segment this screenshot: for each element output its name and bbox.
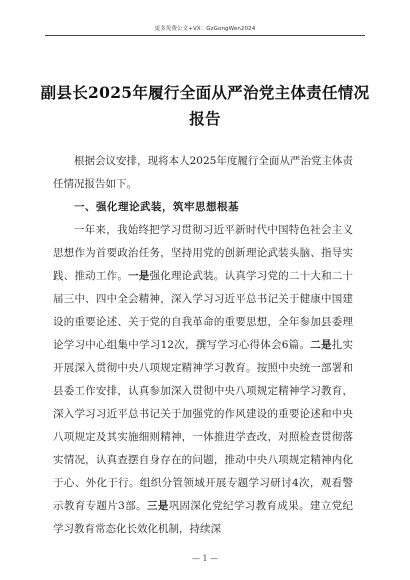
document-body [53,150,353,541]
bold-lead-text: 三是 [146,500,169,512]
document-title: 副县长2025年履行全面从严治党主体责任情况报告 [40,83,370,128]
paragraph-text: 一年来，我始终把学习贯彻习近平新时代中国特色社会主义思想作为首要政治任务，坚持用党的创新理论武装头脑、指导实践、推动工作。 [53,224,353,282]
paragraph-text: 巩固深化党纪学习教育成果。建立党纪学习教育常态化长效化机制，持续深 [53,500,354,535]
header-divider [45,35,365,36]
header-note: 更多免费公文+VX：GzGongWen2024 [154,26,256,32]
body-paragraph [53,219,353,541]
page-number: — 1 — [191,554,219,563]
paragraph-text: 强化理论武装。认真学习党的二十大和二十届三中、四中全会精神，深入学习习近平总书记关于健康中国建设的重要论述、关于党的自我革命的重要思想，全年参加县委理论学习中心组集中学习12次，撰写学习心得体会6篇。 [53,270,354,351]
bold-lead-text: 二是 [310,339,332,351]
bold-lead-text: 一是 [128,270,150,282]
paragraph-text: 扎实开展深入贯彻中央八项规定精神学习教育。按照中央统一部署和县委工作安排，认真参加深入贯彻中央八项规定精神学习教育，深入学习习近平总书记关于加强党的作风建设的重要论述和中央八项规定及其实施细则精神，一体推进学查改，对照检查贯彻落实情况，认真查摆自身存在的问题，推动中央八项规定精神内化于心、外化于行。组织分管领域开展专题学习研讨4次，观看警示教育专题片3部。 [53,339,354,512]
intro-paragraph: 根据会议安排，现将本人2025年度履行全面从严治党主体责任情况报告如下。 [53,155,353,190]
section-heading: 一、强化理论武装，筑牢思想根基 [74,201,239,213]
